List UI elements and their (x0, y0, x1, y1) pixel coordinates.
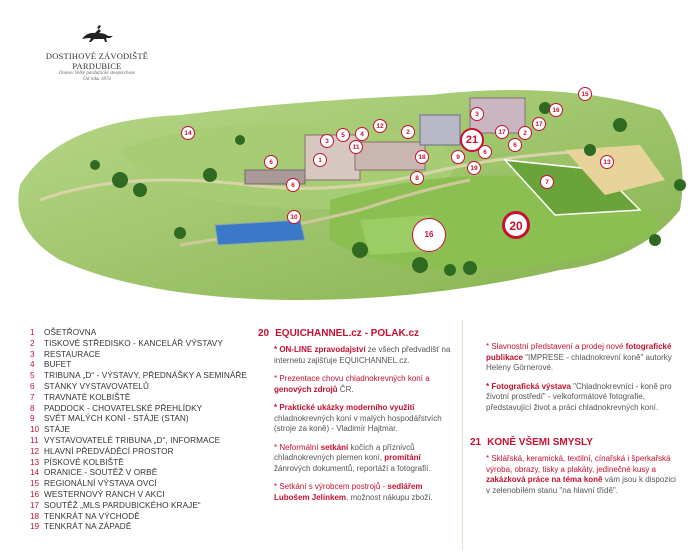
marker-15[interactable]: 15 (578, 87, 592, 101)
legend-label: STÁNKY VYSTAVOVATELŮ (44, 381, 149, 391)
legend-label: VYSTAVOVATELÉ TRIBUNA „D“, INFORMACE (44, 435, 221, 445)
legend-label: ORANICE - SOUTĚŽ V ORBĚ (44, 468, 158, 478)
marker-14[interactable]: 14 (181, 126, 195, 140)
section-20-paragraph: * Slavnostní představení a prodej nové fotografické publikace "IMPRESE - chladnokrevní koně" autorky Heleny Görnerové. (486, 342, 672, 372)
marker-6c[interactable]: 6 (478, 145, 492, 159)
legend-label: PADDOCK - CHOVATELSKÉ PŘEHLÍDKY (44, 403, 203, 413)
legend-label: REGIONÁLNÍ VÝSTAVA OVCÍ (44, 479, 157, 489)
marker-7[interactable]: 7 (540, 175, 554, 189)
section-21-number: 21 (470, 437, 482, 448)
legend-label: SVĚT MALÝCH KONÍ - STÁJE (STAN) (44, 414, 189, 424)
logo-subtitle: Domov Velké pardubické steeplechase (58, 71, 136, 76)
legend-item: 17 SOUTĚŽ „MLS PARDUBICKÉHO KRAJE“ (30, 500, 201, 510)
legend-item: 16 WESTERNOVÝ RANCH V AKCI (30, 489, 165, 499)
legend-item: 6 STÁNKY VYSTAVOVATELŮ (30, 381, 149, 391)
section-21-heading (470, 437, 680, 448)
section-21-paragraph: * Sklářská, keramická, textilní, cínařská i šperkařská výroba, obrazy, tisky a plakáty, jedinečné kusy a zakázková práce na téma koně vám jsou k dispozici v zelenobílém stanu "na hlavní třídě". (486, 454, 676, 495)
marker-5[interactable]: 5 (336, 128, 350, 142)
section-20-paragraph: * Prezentace chovu chladnokrevných koní a genových zdrojů ČR. (274, 374, 430, 394)
marker-19[interactable]: 19 (467, 161, 481, 175)
legend-label: STÁJE (44, 425, 70, 435)
legend-item: 12 HLAVNÍ PŘEDVÁDĚCÍ PROSTOR (30, 446, 174, 456)
section-20-paragraph: * Praktické ukázky moderního využití chladnokrevných koní v malých hospodářstvích (stroje za koně) - Vladimír Hajtmar. (274, 403, 442, 433)
legend-item: 10 STÁJE (30, 425, 70, 435)
marker-9[interactable]: 9 (451, 150, 465, 164)
section-20-title: EQUICHANNEL.cz - POLAK.cz (275, 328, 420, 339)
section-20-heading (258, 328, 458, 339)
legend-label: RESTAURACE (44, 349, 101, 359)
marker-11[interactable]: 11 (349, 140, 363, 154)
legend-item: 5 TRIBUNA „D“ - VÝSTAVY, PŘEDNÁŠKY A SEMINÁŘE (30, 371, 247, 381)
racecourse-logo (22, 24, 172, 83)
legend-list (30, 328, 255, 533)
marker-2[interactable]: 2 (401, 125, 415, 139)
logo-year: Od roku 1874 (83, 77, 111, 82)
column-divider (462, 320, 463, 550)
marker-10[interactable]: 10 (287, 210, 301, 224)
legend-label: TENKRÁT NA VÝCHODĚ (44, 511, 140, 521)
marker-17b[interactable]: 17 (532, 117, 546, 131)
section-21-title: KONĚ VŠEMI SMYSLY (487, 437, 593, 448)
section-20-paragraph: * Setkání s výrobcem postrojů - sedlářem Lubošem Jelínkem, možnost nákupu zboží. (274, 482, 433, 502)
legend-label: BUFET (44, 360, 72, 370)
legend-label: WESTERNOVÝ RANCH V AKCI (44, 489, 165, 499)
legend-item: 9 SVĚT MALÝCH KONÍ - STÁJE (STAN) (30, 414, 189, 424)
marker-20[interactable]: 20 (502, 211, 530, 239)
legend-label: TISKOVÉ STŘEDISKO - KANCELÁŘ VÝSTAVY (44, 338, 223, 348)
marker-21[interactable]: 21 (460, 128, 484, 152)
marker-3[interactable]: 3 (470, 107, 484, 121)
section-20-paragraph: * ON-LINE zpravodajství ze všech předvadišť na internetu zajišťuje EQUICHANNEL.cz. (274, 345, 451, 365)
marker-extra-b[interactable]: 2 (518, 126, 532, 140)
section-20-paragraph: * Neformální setkání kočích a příznivců chladnokrevných plemen koní, promítání žánrových dokumentů, reportáží a fotografií. (274, 442, 431, 473)
legend-item: 2 TISKOVÉ STŘEDISKO - KANCELÁŘ VÝSTAVY (30, 338, 223, 348)
legend-item: 1 OŠETŘOVNA (30, 328, 97, 337)
legend-label: SOUTĚŽ „MLS PARDUBICKÉHO KRAJE“ (44, 500, 201, 510)
section-20 (258, 328, 458, 511)
legend-item: 11 VYSTAVOVATELÉ TRIBUNA „D“, INFORMACE (30, 435, 221, 445)
legend-label: TRIBUNA „D“ - VÝSTAVY, PŘEDNÁŠKY A SEMINÁŘE (44, 371, 247, 381)
legend-label: TENKRÁT NA ZÁPADĚ (44, 522, 132, 532)
marker-17[interactable]: 17 (495, 125, 509, 139)
legend-item: 13 PÍSKOVÉ KOLBIŠTĚ (30, 457, 124, 467)
legend-item: 15 REGIONÁLNÍ VÝSTAVA OVCÍ (30, 479, 157, 489)
marker-1[interactable]: 1 (313, 153, 327, 167)
legend-label: TRAVNATÉ KOLBIŠTĚ (44, 392, 131, 402)
legend-item: 7 TRAVNATÉ KOLBIŠTĚ (30, 392, 131, 402)
marker-18[interactable]: 18 (415, 150, 429, 164)
marker-3b[interactable]: 3 (320, 134, 334, 148)
legend-item: 8 PADDOCK - CHOVATELSKÉ PŘEHLÍDKY (30, 403, 203, 413)
legend-label: OŠETŘOVNA (44, 328, 97, 337)
section-20-paragraph: * Fotografická výstava "Chladnokrevníci - koně pro životní prostředí" - velkoformátové fotografie, představující život a práci chladnokrevných koní. (486, 381, 672, 412)
marker-6d[interactable]: 6 (508, 138, 522, 152)
legend-item: 14 ORANICE - SOUTĚŽ V ORBĚ (30, 468, 158, 478)
marker-13[interactable]: 13 (600, 155, 614, 169)
legend-item: 3 RESTAURACE (30, 349, 101, 359)
legend-item: 18 TENKRÁT NA VÝCHODĚ (30, 511, 140, 521)
legend-label: HLAVNÍ PŘEDVÁDĚCÍ PROSTOR (44, 446, 174, 456)
section-20-number: 20 (258, 328, 270, 339)
horse-rider-icon (77, 24, 117, 44)
legend-item: 4 BUFET (30, 360, 72, 370)
marker-8[interactable]: 8 (410, 171, 424, 185)
marker-extra-a[interactable]: 16 (549, 103, 563, 117)
marker-4[interactable]: 4 (355, 127, 369, 141)
logo-title: DOSTIHOVÉ ZÁVODIŠTĚ PARDUBICE (45, 51, 149, 71)
marker-12[interactable]: 12 (373, 119, 387, 133)
marker-6[interactable]: 6 (264, 155, 278, 169)
marker-6b[interactable]: 6 (286, 178, 300, 192)
marker-16[interactable]: 16 (412, 218, 446, 252)
legend-item: 19 TENKRÁT NA ZÁPADĚ (30, 522, 132, 532)
legend-label: PÍSKOVÉ KOLBIŠTĚ (44, 457, 124, 467)
section-20-continued (470, 328, 680, 504)
